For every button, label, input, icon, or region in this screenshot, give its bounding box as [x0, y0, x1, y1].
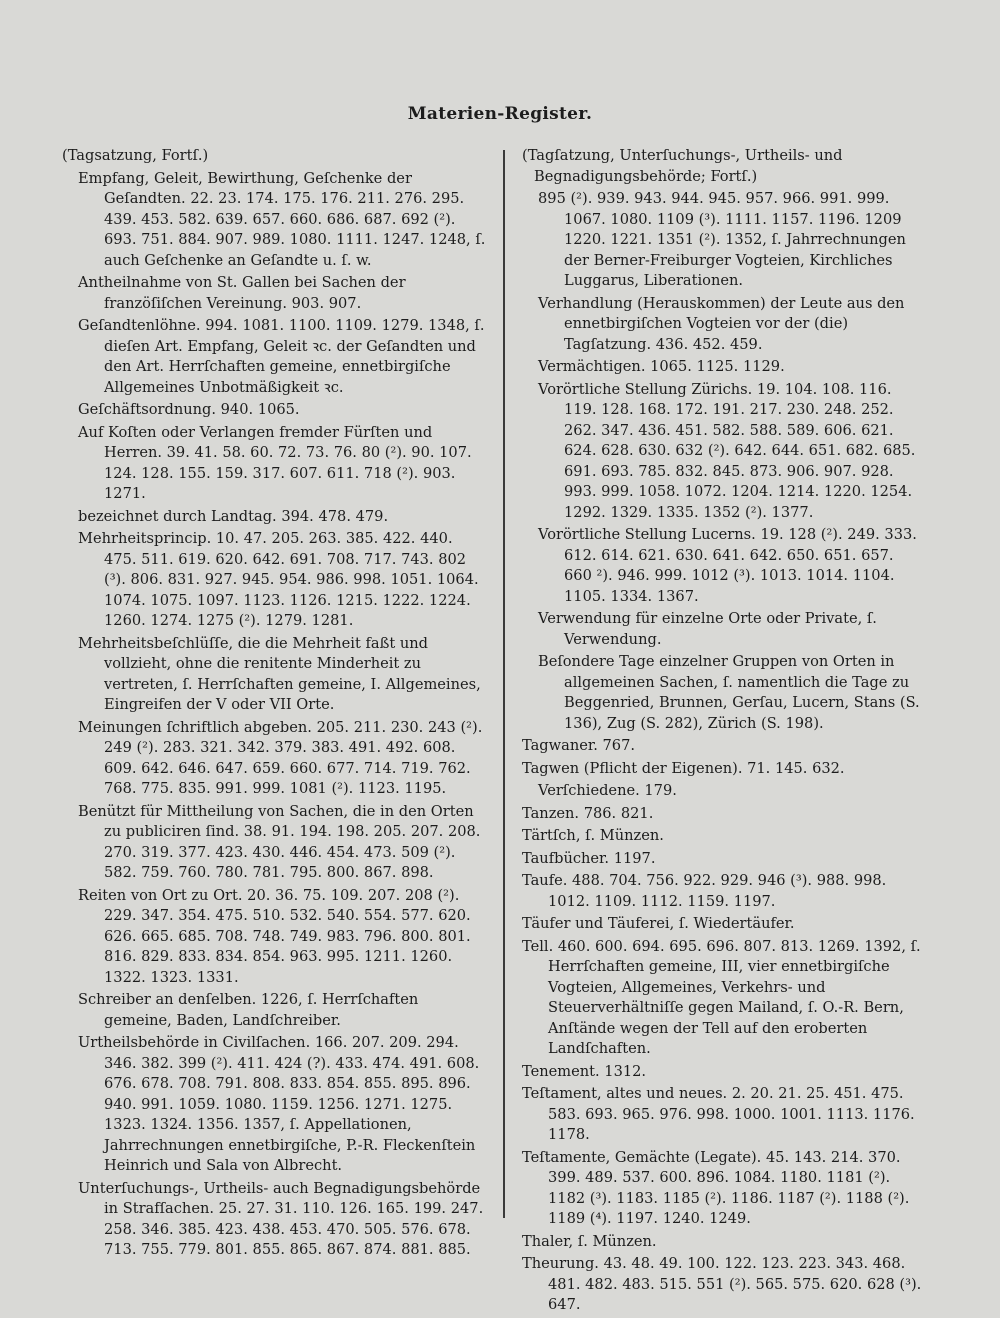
index-entry: Benützt für Mittheilung von Sachen, die in den Orten zu publiciren ſind. 38. 91. 194. 198. 205. 207. 208. 270. 319. 377. 423. 430. 446. 454. 473. 509 (²). 582. 759. 760. 780. 781. 795. 800. 867. 898.: [78, 802, 481, 881]
left-column: [62, 146, 488, 1263]
index-entry: Tärtſch, ſ. Münzen.: [522, 827, 664, 844]
index-entry: Geſandtenlöhne. 994. 1081. 1100. 1109. 1279. 1348, ſ. dieſen Art. Empfang, Geleit ꝛc. der Geſandten und den Art. Herrſchaften gemeine, ennetbirgiſche Allgemeines Unbotmäßigkeit ꝛc.: [78, 317, 485, 396]
index-entry: 895 (²). 939. 943. 944. 945. 957. 966. 991. 999. 1067. 1080. 1109 (³). 1111. 1157. 1196. 1209 1220. 1221. 1351 (²). 1352, ſ. Jahrrechnungen der Berner-Freiburger Vogteien, Kirchliches Luggarus, Liberationen.: [538, 190, 906, 289]
index-entry: Meinungen ſchriftlich abgeben. 205. 211. 230. 243 (²). 249 (²). 283. 321. 342. 379. 383. 491. 492. 608. 609. 642. 646. 647. 659. 660. 677. 714. 719. 762. 768. 775. 835. 991. 999. 1081 (²). 1123. 1195.: [78, 718, 483, 797]
index-entry: Urtheilsbehörde in Civilſachen. 166. 207. 209. 294. 346. 382. 399 (²). 411. 424 (?). 433. 474. 491. 608. 676. 678. 708. 791. 808. 833. 854. 855. 895. 896. 940. 991. 1059. 1080. 1159. 1256. 1271. 1275. 1323. 1324. 1356. 1357, ſ. Appellationen, Jahrrechnungen ennetbirgiſche, P.-R. Fleckenſtein Heinrich und Sala von Albrecht.: [78, 1034, 480, 1174]
index-entry: Thaler, ſ. Münzen.: [522, 1232, 657, 1250]
index-entry: Beſondere Tage einzelner Gruppen von Orten in allgemeinen Sachen, ſ. namentlich die Tage zu Beggenried, Brunnen, Gerſau, Lucern, Stans (S. 136), Zug (S. 282), Zürich (S. 198).: [538, 653, 920, 732]
column-divider: [503, 150, 505, 1218]
page-title: Materien-Register.: [407, 104, 593, 124]
index-entry: (Tagſatzung, Unterſuchungs-, Urtheils- und Begnadigungsbehörde; Fortſ.): [522, 147, 843, 185]
index-entry: Antheilnahme von St. Gallen bei Sachen der franzöſiſchen Vereinung. 903. 907.: [78, 274, 406, 312]
index-entry: Tell. 460. 600. 694. 695. 696. 807. 813. 1269. 1392, ſ. Herrſchaften gemeine, III, vier ennetbirgiſche Vogteien, Allgemeines, Verkehrs- und Steuerverhältniſſe gegen Mailand, ſ. O.-R. Bern, Anſtände wegen der Tell auf den eroberten Landſchaften.: [522, 937, 921, 1057]
index-entry: Taufe. 488. 704. 756. 922. 929. 946 (³). 988. 998. 1012. 1109. 1112. 1159. 1197.: [522, 872, 887, 910]
index-entry: Tagwaner. 767.: [522, 737, 636, 754]
index-entry: Theurung. 43. 48. 49. 100. 122. 123. 223. 343. 468. 481. 482. 483. 515. 551 (²). 565. 575. 620. 628 (³). 647.: [522, 1255, 922, 1313]
index-entry: Tagwen (Pflicht der Eigenen). 71. 145. 632.: [522, 759, 845, 777]
index-entry: Vorörtliche Stellung Lucerns. 19. 128 (²). 249. 333. 612. 614. 621. 630. 641. 642. 650. 651. 657. 660 ²). 946. 999. 1012 (³). 1013. 1014. 1104. 1105. 1334. 1367.: [538, 526, 917, 605]
index-entry: Schreiber an denſelben. 1226, ſ. Herrſchaften gemeine, Baden, Landſchreiber.: [78, 991, 419, 1029]
index-entry: Reiten von Ort zu Ort. 20. 36. 75. 109. 207. 208 (²). 229. 347. 354. 475. 510. 532. 540. 554. 577. 620. 626. 665. 685. 708. 748. 749. 983. 796. 800. 801. 816. 829. 833. 834. 854. 963. 995. 1211. 1260. 1322. 1323. 1331.: [78, 886, 471, 986]
index-entry: Tanzen. 786. 821.: [522, 804, 654, 822]
index-entry: Teſtament, altes und neues. 2. 20. 21. 25. 451. 475. 583. 693. 965. 976. 998. 1000. 1001. 1113. 1176. 1178.: [522, 1085, 915, 1143]
index-entry: Verhandlung (Herauskommen) der Leute aus den ennetbirgiſchen Vogteien vor der (die) Tagſatzung. 436. 452. 459.: [538, 294, 905, 353]
index-entry: bezeichnet durch Landtag. 394. 478. 479.: [78, 507, 389, 525]
right-column: [522, 146, 924, 1318]
index-entry: Verwendung für einzelne Orte oder Private, ſ. Verwendung.: [538, 610, 877, 648]
index-entry: Tenement. 1312.: [522, 1062, 647, 1080]
index-entry: Teſtamente, Gemächte (Legate). 45. 143. 214. 370. 399. 489. 537. 600. 896. 1084. 1180. 1181 (²). 1182 (³). 1183. 1185 (²). 1186. 1187 (²). 1188 (²). 1189 (⁴). 1197. 1240. 1249.: [522, 1148, 910, 1227]
index-entry: Verſchiedene. 179.: [538, 782, 677, 799]
index-entry: Geſchäftsordnung. 940. 1065.: [78, 401, 300, 418]
index-entry: Mehrheitsbeſchlüſſe, die die Mehrheit faßt und vollzieht, ohne die renitente Minderheit zu vertreten, ſ. Herrſchaften gemeine, I. Allgemeines, Eingreifen der V oder VII Orte.: [78, 634, 481, 713]
index-entry: (Tagsatzung, Fortſ.): [62, 147, 209, 164]
index-entry: Täufer und Täuferei, ſ. Wiedertäufer.: [522, 915, 795, 932]
index-entry: Vermächtigen. 1065. 1125. 1129.: [538, 358, 785, 375]
index-entry: Unterſuchungs-, Urtheils- auch Begnadigungsbehörde in Strafſachen. 25. 27. 31. 110. 126. 165. 199. 247. 258. 346. 385. 423. 438. 453. 470. 505. 576. 678. 713. 755. 779. 801. 855. 865. 867. 874. 881. 885.: [78, 1179, 484, 1258]
index-entry: Vorörtliche Stellung Zürichs. 19. 104. 108. 116. 119. 128. 168. 172. 191. 217. 230. 248. 252. 262. 347. 436. 451. 582. 588. 589. 606. 621. 624. 628. 630. 632 (²). 642. 644. 651. 682. 685. 691. 693. 785. 832. 845. 873. 906. 907. 928. 993. 999. 1058. 1072. 1204. 1214. 1220. 1254. 1292. 1329. 1335. 1352 (²). 1377.: [538, 380, 916, 521]
index-entry: Auf Koſten oder Verlangen fremder Fürſten und Herren. 39. 41. 58. 60. 72. 73. 76. 80 (²). 90. 107. 124. 128. 155. 159. 317. 607. 611. 718 (²). 903. 1271.: [78, 423, 472, 502]
index-entry: Taufbücher. 1197.: [522, 849, 656, 867]
index-entry: Mehrheitsprincip. 10. 47. 205. 263. 385. 422. 440. 475. 511. 619. 620. 642. 691. 708. 717. 743. 802 (³). 806. 831. 927. 945. 954. 986. 998. 1051. 1064. 1074. 1075. 1097. 1123. 1126. 1215. 1222. 1224. 1260. 1274. 1275 (²). 1279. 1281.: [78, 530, 479, 629]
index-entry: Empfang, Geleit, Bewirthung, Geſchenke der Geſandten. 22. 23. 174. 175. 176. 211. 276. 295. 439. 453. 582. 639. 657. 660. 686. 687. 692 (²). 693. 751. 884. 907. 989. 1080. 1111. 1247. 1248, ſ. auch Geſchenke an Geſandte u. ſ. w.: [78, 169, 486, 269]
